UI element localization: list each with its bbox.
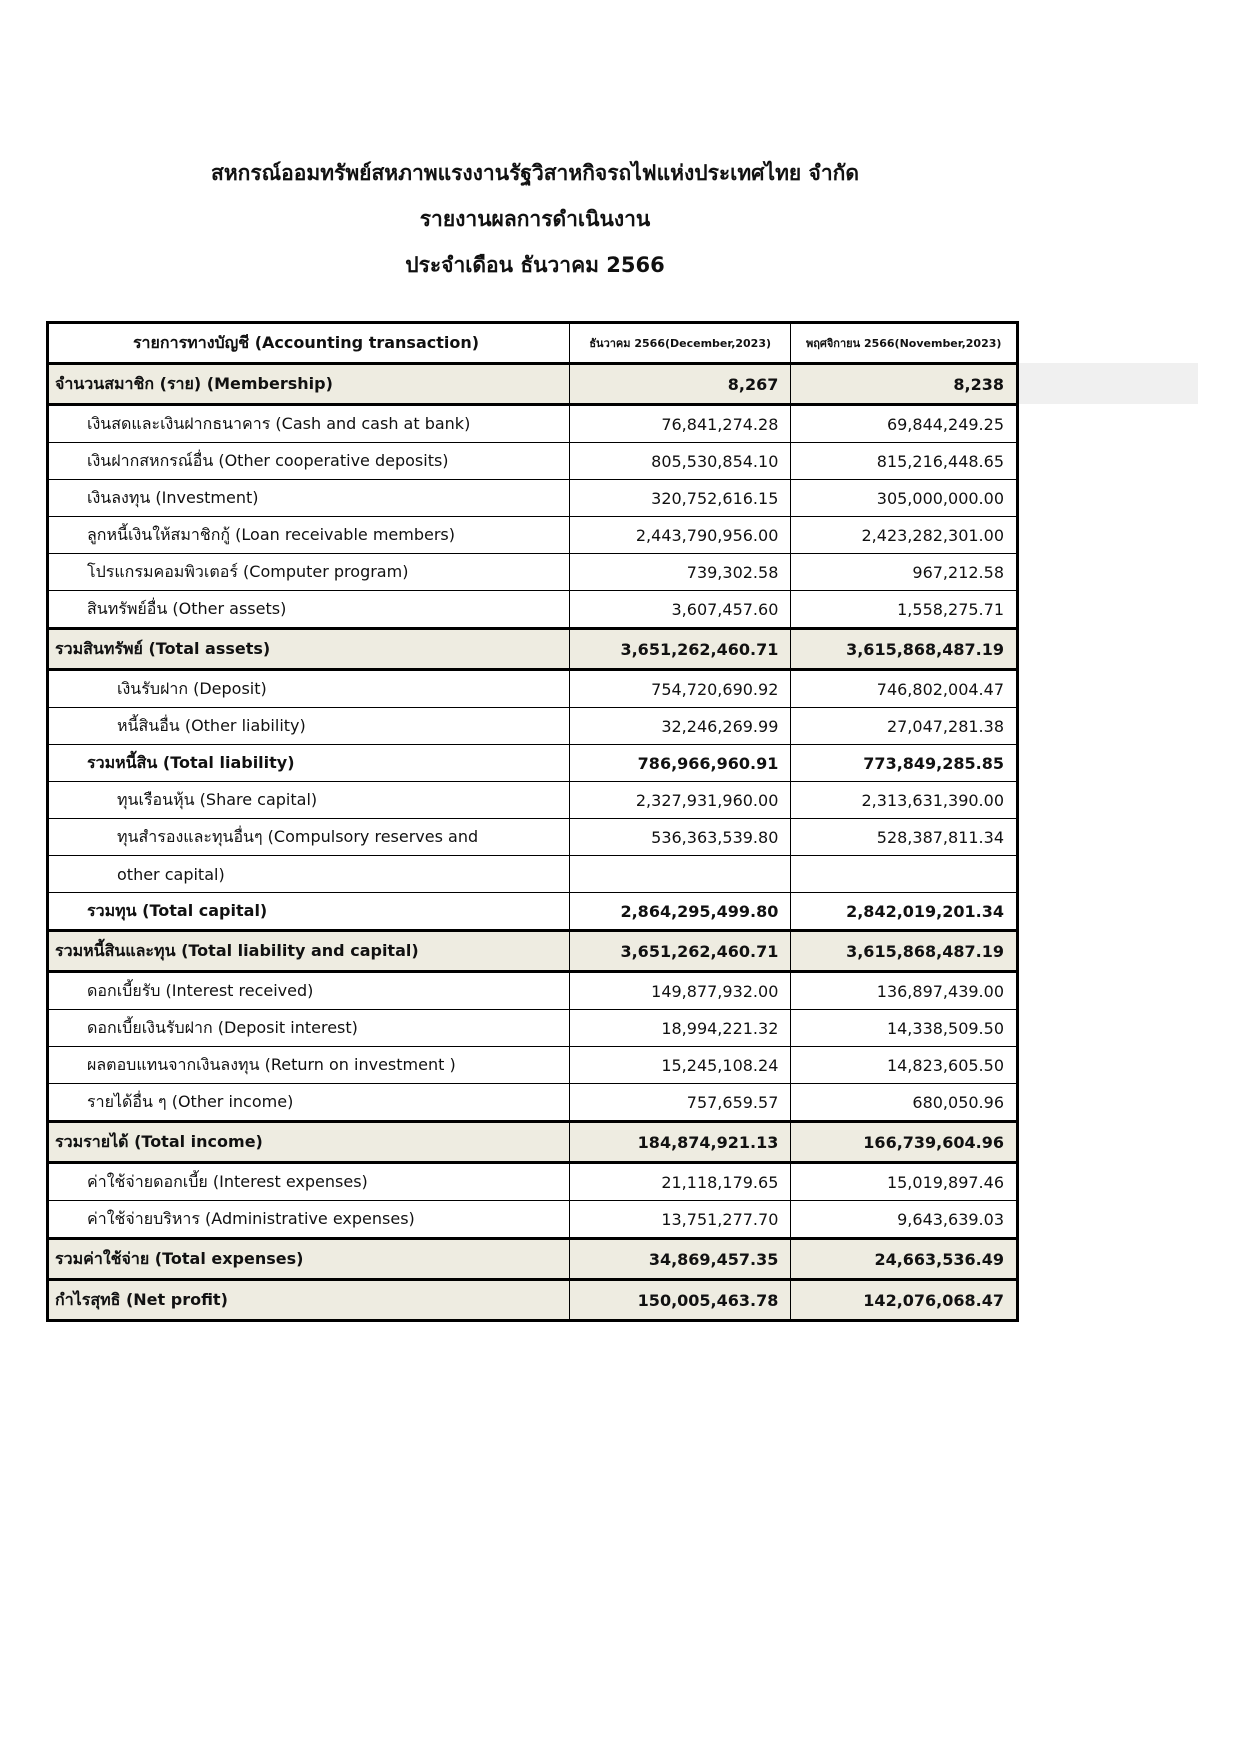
row-total-liab-cap bbox=[48, 931, 1018, 972]
row-share-capital bbox=[48, 782, 1018, 819]
value-dec: 13,751,277.70 bbox=[570, 1201, 791, 1239]
value-nov: 15,019,897.46 bbox=[791, 1163, 1018, 1201]
value-dec: 32,246,269.99 bbox=[570, 708, 791, 745]
row-label: ดอกเบี้ยเงินรับฝาก (Deposit interest) bbox=[48, 1010, 570, 1047]
report-header bbox=[0, 150, 1070, 288]
value-dec: 754,720,690.92 bbox=[570, 670, 791, 708]
row-label: รวมค่าใช้จ่าย (Total expenses) bbox=[48, 1239, 570, 1280]
value-nov: 2,423,282,301.00 bbox=[791, 517, 1018, 554]
value-nov: 1,558,275.71 bbox=[791, 591, 1018, 629]
value-nov: 773,849,285.85 bbox=[791, 745, 1018, 782]
value-dec-empty bbox=[570, 856, 791, 893]
row-label: จำนวนสมาชิก (ราย) (Membership) bbox=[48, 364, 570, 405]
value-nov-empty bbox=[791, 856, 1018, 893]
row-interest-expenses bbox=[48, 1163, 1018, 1201]
value-nov: 3,615,868,487.19 bbox=[791, 629, 1018, 670]
row-label: ค่าใช้จ่ายบริหาร (Administrative expenses) bbox=[48, 1201, 570, 1239]
value-dec: 739,302.58 bbox=[570, 554, 791, 591]
value-nov: 680,050.96 bbox=[791, 1084, 1018, 1122]
row-total-income bbox=[48, 1122, 1018, 1163]
row-investment bbox=[48, 480, 1018, 517]
value-dec: 150,005,463.78 bbox=[570, 1280, 791, 1321]
value-nov: 9,643,639.03 bbox=[791, 1201, 1018, 1239]
row-label: สินทรัพย์อื่น (Other assets) bbox=[48, 591, 570, 629]
value-nov: 8,238 bbox=[791, 364, 1018, 405]
row-membership bbox=[48, 364, 1018, 405]
value-nov: 305,000,000.00 bbox=[791, 480, 1018, 517]
row-label: รวมหนี้สิน (Total liability) bbox=[48, 745, 570, 782]
value-dec: 76,841,274.28 bbox=[570, 405, 791, 443]
row-deposit bbox=[48, 670, 1018, 708]
col-header-label: รายการทางบัญชี (Accounting transaction) bbox=[48, 323, 570, 364]
row-label: ทุนสำรองและทุนอื่นๆ (Compulsory reserves and bbox=[48, 819, 570, 856]
row-net-profit bbox=[48, 1280, 1018, 1321]
value-nov: 746,802,004.47 bbox=[791, 670, 1018, 708]
row-label: หนี้สินอื่น (Other liability) bbox=[48, 708, 570, 745]
value-dec: 34,869,457.35 bbox=[570, 1239, 791, 1280]
row-other-income bbox=[48, 1084, 1018, 1122]
row-cash bbox=[48, 405, 1018, 443]
report-period: ประจำเดือน ธันวาคม 2566 bbox=[405, 253, 665, 277]
row-loan bbox=[48, 517, 1018, 554]
row-shade-extension bbox=[1018, 363, 1198, 404]
col-header-nov: พฤศจิกายน 2566(November,2023) bbox=[791, 323, 1018, 364]
report-title: รายงานผลการดำเนินงาน bbox=[419, 207, 651, 231]
row-deposit-interest bbox=[48, 1010, 1018, 1047]
row-label: ลูกหนี้เงินให้สมาชิกกู้ (Loan receivable members) bbox=[48, 517, 570, 554]
org-title: สหกรณ์ออมทรัพย์สหภาพแรงงานรัฐวิสาหกิจรถไฟแห่งประเทศไทย จำกัด bbox=[211, 161, 859, 185]
value-nov: 24,663,536.49 bbox=[791, 1239, 1018, 1280]
value-nov: 14,823,605.50 bbox=[791, 1047, 1018, 1084]
row-label: รวมสินทรัพย์ (Total assets) bbox=[48, 629, 570, 670]
value-dec: 184,874,921.13 bbox=[570, 1122, 791, 1163]
row-interest-received bbox=[48, 972, 1018, 1010]
value-dec: 786,966,960.91 bbox=[570, 745, 791, 782]
value-nov: 815,216,448.65 bbox=[791, 443, 1018, 480]
row-label: รวมรายได้ (Total income) bbox=[48, 1122, 570, 1163]
value-dec: 3,607,457.60 bbox=[570, 591, 791, 629]
row-label: เงินฝากสหกรณ์อื่น (Other cooperative deposits) bbox=[48, 443, 570, 480]
row-computer bbox=[48, 554, 1018, 591]
value-dec: 320,752,616.15 bbox=[570, 480, 791, 517]
financial-table bbox=[46, 321, 1019, 1322]
value-nov: 967,212.58 bbox=[791, 554, 1018, 591]
value-dec: 149,877,932.00 bbox=[570, 972, 791, 1010]
value-dec: 757,659.57 bbox=[570, 1084, 791, 1122]
col-header-dec: ธันวาคม 2566(December,2023) bbox=[570, 323, 791, 364]
value-nov: 3,615,868,487.19 bbox=[791, 931, 1018, 972]
table-header-row bbox=[48, 323, 1018, 364]
value-nov: 136,897,439.00 bbox=[791, 972, 1018, 1010]
row-reserves bbox=[48, 819, 1018, 856]
row-reserves-cont bbox=[48, 856, 1018, 893]
row-total-liability bbox=[48, 745, 1018, 782]
value-dec: 536,363,539.80 bbox=[570, 819, 791, 856]
row-label: รายได้อื่น ๆ (Other income) bbox=[48, 1084, 570, 1122]
value-nov: 27,047,281.38 bbox=[791, 708, 1018, 745]
row-return-investment bbox=[48, 1047, 1018, 1084]
row-label: โปรแกรมคอมพิวเตอร์ (Computer program) bbox=[48, 554, 570, 591]
row-label: รวมหนี้สินและทุน (Total liability and capital) bbox=[48, 931, 570, 972]
value-nov: 142,076,068.47 bbox=[791, 1280, 1018, 1321]
row-total-capital bbox=[48, 893, 1018, 931]
value-dec: 3,651,262,460.71 bbox=[570, 629, 791, 670]
row-coop-deposits bbox=[48, 443, 1018, 480]
value-nov: 166,739,604.96 bbox=[791, 1122, 1018, 1163]
row-label: รวมทุน (Total capital) bbox=[48, 893, 570, 931]
value-nov: 69,844,249.25 bbox=[791, 405, 1018, 443]
row-total-assets bbox=[48, 629, 1018, 670]
value-nov: 14,338,509.50 bbox=[791, 1010, 1018, 1047]
value-dec: 18,994,221.32 bbox=[570, 1010, 791, 1047]
row-label-cont: other capital) bbox=[48, 856, 570, 893]
value-nov: 528,387,811.34 bbox=[791, 819, 1018, 856]
row-other-liability bbox=[48, 708, 1018, 745]
value-dec: 3,651,262,460.71 bbox=[570, 931, 791, 972]
value-dec: 8,267 bbox=[570, 364, 791, 405]
value-dec: 2,327,931,960.00 bbox=[570, 782, 791, 819]
value-dec: 15,245,108.24 bbox=[570, 1047, 791, 1084]
row-total-expenses bbox=[48, 1239, 1018, 1280]
value-dec: 2,864,295,499.80 bbox=[570, 893, 791, 931]
row-label: เงินลงทุน (Investment) bbox=[48, 480, 570, 517]
row-label: กำไรสุทธิ (Net profit) bbox=[48, 1280, 570, 1321]
row-label: เงินรับฝาก (Deposit) bbox=[48, 670, 570, 708]
row-label: เงินสดและเงินฝากธนาคาร (Cash and cash at bank) bbox=[48, 405, 570, 443]
row-other-assets bbox=[48, 591, 1018, 629]
value-dec: 21,118,179.65 bbox=[570, 1163, 791, 1201]
row-label: ทุนเรือนหุ้น (Share capital) bbox=[48, 782, 570, 819]
value-dec: 2,443,790,956.00 bbox=[570, 517, 791, 554]
value-dec: 805,530,854.10 bbox=[570, 443, 791, 480]
row-label: ค่าใช้จ่ายดอกเบี้ย (Interest expenses) bbox=[48, 1163, 570, 1201]
value-nov: 2,842,019,201.34 bbox=[791, 893, 1018, 931]
row-label: ผลตอบแทนจากเงินลงทุน (Return on investment ) bbox=[48, 1047, 570, 1084]
value-nov: 2,313,631,390.00 bbox=[791, 782, 1018, 819]
row-admin-expenses bbox=[48, 1201, 1018, 1239]
row-label: ดอกเบี้ยรับ (Interest received) bbox=[48, 972, 570, 1010]
